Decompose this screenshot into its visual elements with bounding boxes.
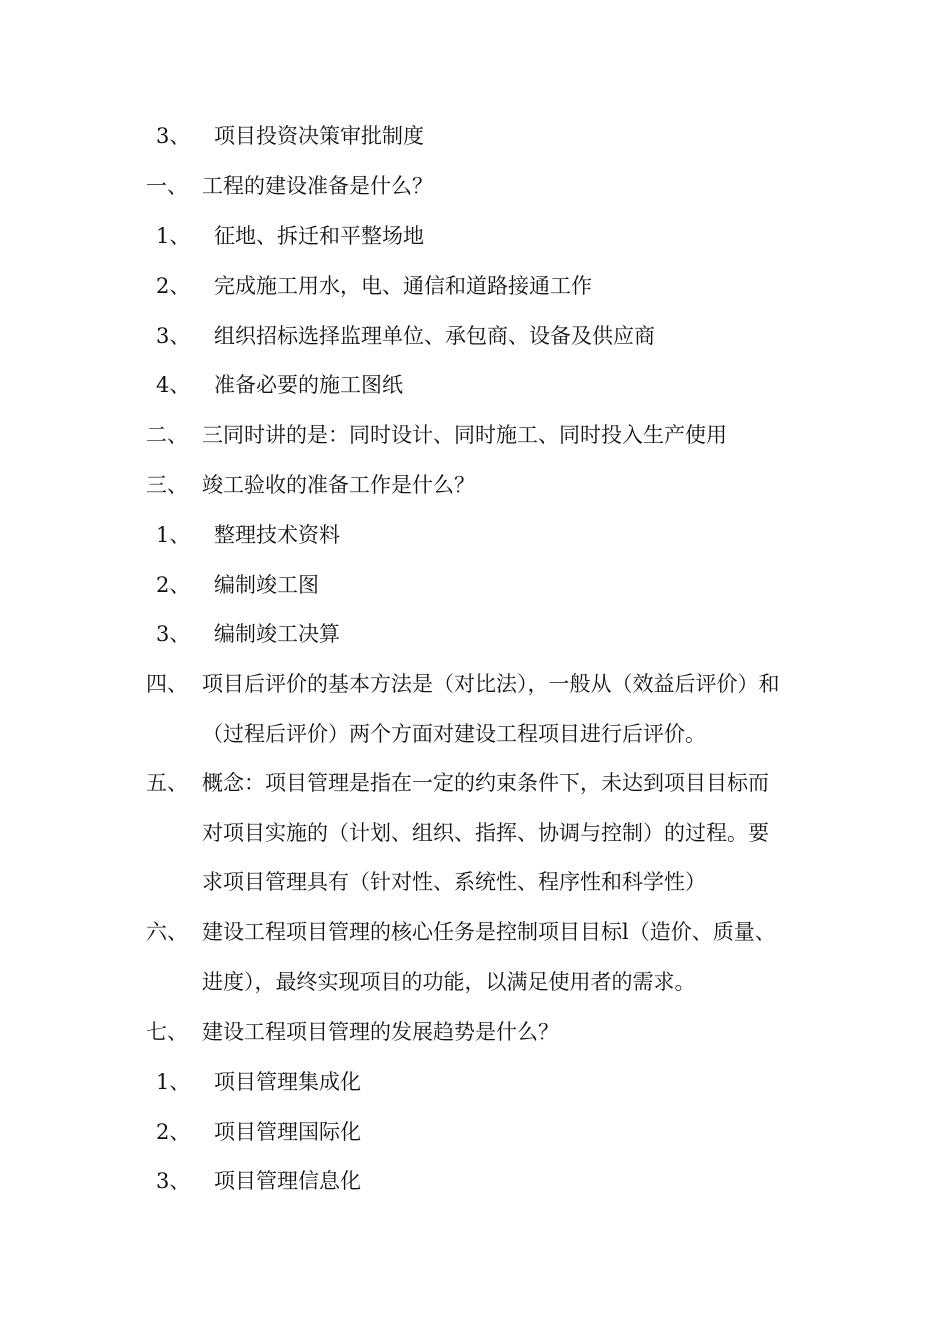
item-number: 3、: [156, 622, 191, 646]
list-item: [0, 560, 950, 610]
item-text: 项目管理信息化: [214, 1169, 361, 1193]
section-text: 对项目实施的（计划、组织、指挥、协调与控制）的过程。要: [202, 821, 769, 845]
item-number: 3、: [156, 124, 191, 148]
item-number: 1、: [156, 1070, 191, 1094]
item-text: 编制竣工决算: [214, 622, 340, 646]
list-item: [0, 1057, 950, 1107]
item-text: 项目管理国际化: [214, 1120, 361, 1144]
item-text: 完成施工用水，电、通信和道路接通工作: [214, 274, 592, 298]
list-item: [0, 1107, 950, 1157]
section-heading: [0, 410, 950, 460]
item-number: 1、: [156, 224, 191, 248]
section-number: 六、: [146, 920, 188, 944]
list-item: [0, 111, 950, 161]
section-number: 四、: [146, 672, 188, 696]
item-number: 2、: [156, 1120, 191, 1144]
section-number: 二、: [146, 423, 188, 447]
section-heading: [0, 659, 950, 709]
item-text: 征地、拆迁和平整场地: [214, 224, 424, 248]
section-heading: [0, 758, 950, 808]
section-heading: [0, 907, 950, 957]
item-number: 2、: [156, 573, 191, 597]
section-number: 一、: [146, 174, 188, 198]
section-heading: [0, 161, 950, 211]
section-number: 三、: [146, 473, 188, 497]
list-item: [0, 261, 950, 311]
section-text: 概念：项目管理是指在一定的约束条件下，未达到项目目标而: [202, 771, 769, 795]
list-item: [0, 609, 950, 659]
section-text: 进度），最终实现项目的功能，以满足使用者的需求。: [202, 970, 696, 994]
section-number: 七、: [146, 1020, 188, 1044]
item-text: 编制竣工图: [214, 573, 319, 597]
section-text: 竣工验收的准备工作是什么？: [202, 473, 475, 497]
list-item: [0, 360, 950, 410]
item-number: 3、: [156, 324, 191, 348]
section-heading: [0, 460, 950, 510]
list-item: [0, 1156, 950, 1206]
section-continuation: [0, 957, 950, 1007]
item-text: 准备必要的施工图纸: [214, 373, 403, 397]
item-text: 整理技术资料: [214, 523, 340, 547]
section-text: 建设工程项目管理的核心任务是控制项目目标l（造价、质量、: [202, 920, 776, 944]
section-continuation: [0, 808, 950, 858]
list-item: [0, 510, 950, 560]
section-continuation: [0, 709, 950, 759]
section-text: 工程的建设准备是什么？: [202, 174, 433, 198]
section-text: （过程后评价）两个方面对建设工程项目进行后评价。: [202, 722, 706, 746]
list-item: [0, 211, 950, 261]
section-text: 三同时讲的是：同时设计、同时施工、同时投入生产使用: [202, 423, 727, 447]
section-text: 求项目管理具有（针对性、系统性、程序性和科学性）: [202, 870, 706, 894]
item-text: 项目管理集成化: [214, 1070, 361, 1094]
item-number: 2、: [156, 274, 191, 298]
section-text: 项目后评价的基本方法是（对比法），一般从（效益后评价）和: [202, 672, 780, 696]
section-text: 建设工程项目管理的发展趋势是什么？: [202, 1020, 559, 1044]
item-text: 组织招标选择监理单位、承包商、设备及供应商: [214, 324, 655, 348]
item-text: 项目投资决策审批制度: [214, 124, 424, 148]
section-heading: [0, 1007, 950, 1057]
item-number: 1、: [156, 523, 191, 547]
item-number: 4、: [156, 373, 191, 397]
item-number: 3、: [156, 1169, 191, 1193]
list-item: [0, 311, 950, 361]
section-continuation: [0, 857, 950, 907]
section-number: 五、: [146, 771, 188, 795]
